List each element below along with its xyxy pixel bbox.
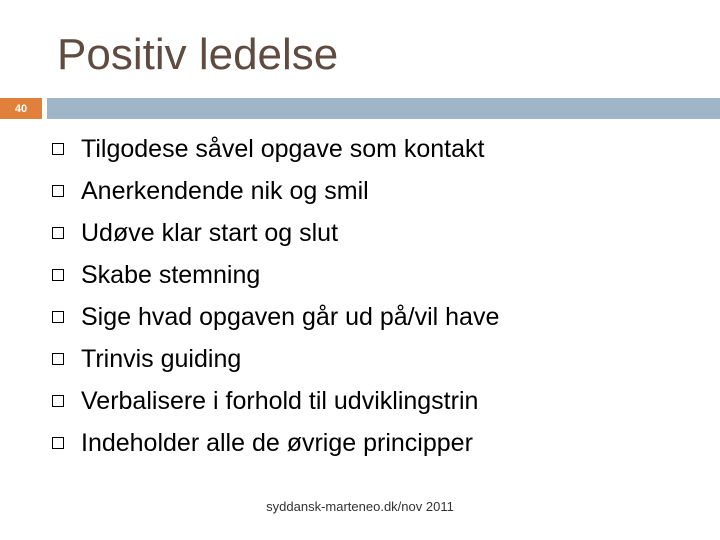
square-bullet-icon: [52, 143, 64, 155]
bullet-text: Tilgodese såvel opgave som kontakt: [81, 134, 485, 163]
bullet-text: Trinvis guiding: [81, 344, 242, 373]
bullet-text: Anerkendende nik og smil: [81, 176, 369, 205]
bullet-text: Sige hvad opgaven går ud på/vil have: [81, 302, 500, 331]
slide-title: Positiv ledelse: [57, 30, 339, 79]
bullet-text: Indeholder alle de øvrige principper: [81, 428, 473, 457]
square-bullet-icon: [52, 353, 64, 365]
list-item: [52, 170, 499, 212]
square-bullet-icon: [52, 227, 64, 239]
slide-footer: syddansk-marteneo.dk/nov 2011: [266, 499, 454, 514]
list-item: [52, 212, 499, 254]
square-bullet-icon: [52, 395, 64, 407]
square-bullet-icon: [52, 437, 64, 449]
bullet-text: Verbalisere i forhold til udviklingstrin: [81, 386, 479, 415]
list-item: [52, 338, 499, 380]
bullet-text: Skabe stemning: [81, 260, 261, 289]
bullet-text: Udøve klar start og slut: [81, 218, 339, 247]
slide-number-badge: 40: [0, 98, 42, 119]
list-item: [52, 422, 499, 464]
header-divider-bar: [47, 98, 720, 119]
list-item: [52, 380, 499, 422]
list-item: [52, 128, 499, 170]
square-bullet-icon: [52, 269, 64, 281]
square-bullet-icon: [52, 185, 64, 197]
square-bullet-icon: [52, 311, 64, 323]
bullet-list: [52, 128, 499, 464]
list-item: [52, 296, 499, 338]
list-item: [52, 254, 499, 296]
